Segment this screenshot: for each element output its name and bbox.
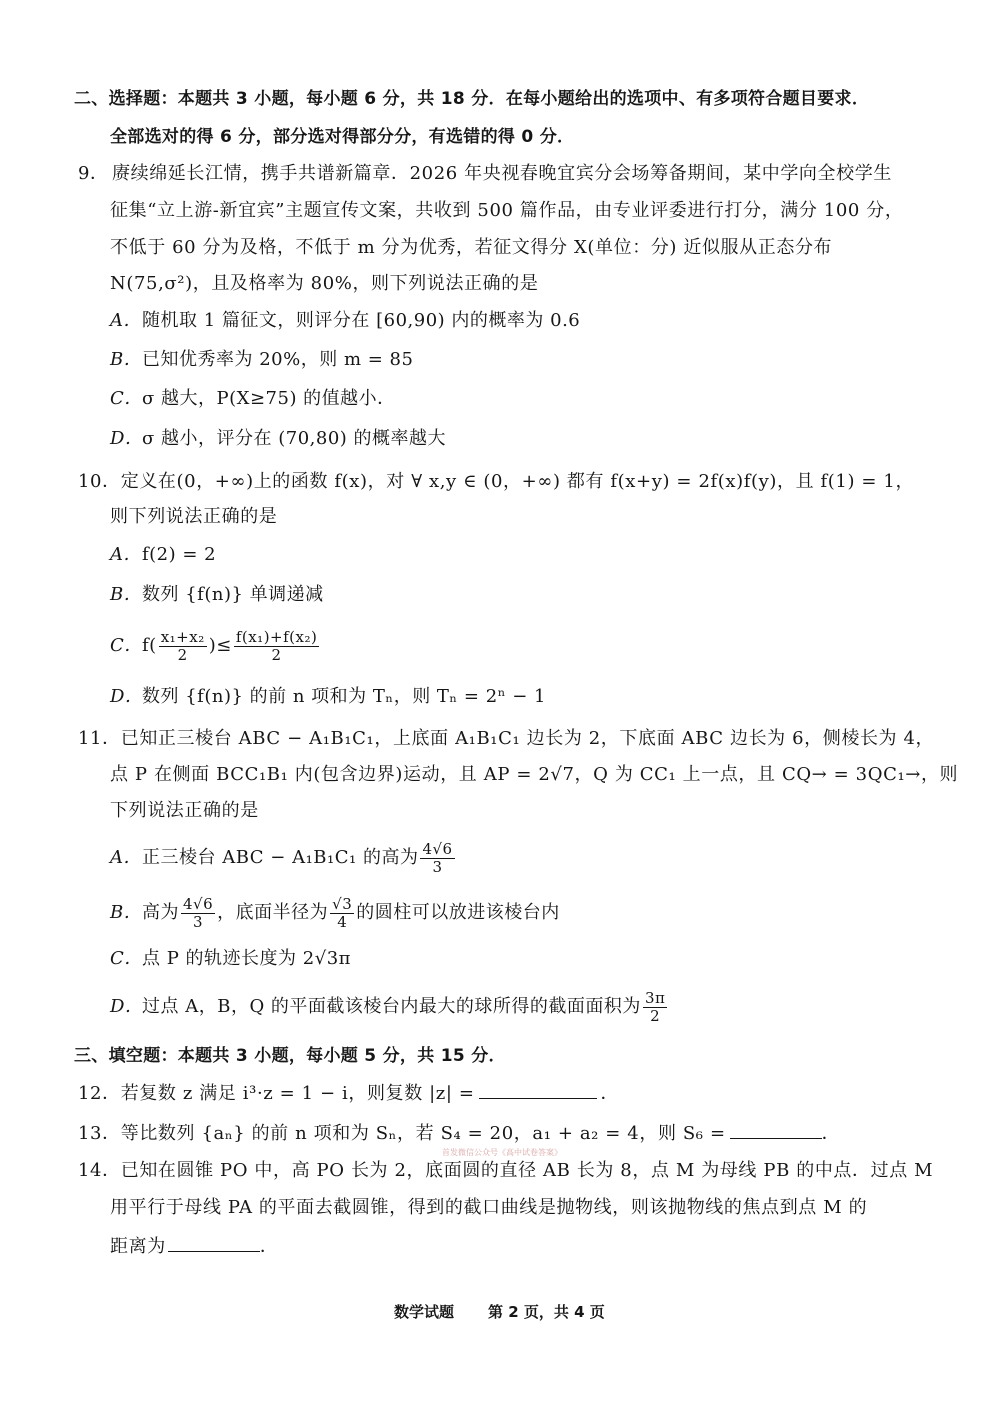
fraction <box>643 990 667 1025</box>
question-text: 征集“立上游-新宜宾”主题宣传文案，共收到 500 篇作品，由专业评委进行打分，满分 100 分， <box>110 200 904 221</box>
question-number: 9． <box>78 163 109 184</box>
question-text: 下列说法正确的是 <box>110 800 259 821</box>
fraction-numerator: x₁+x₂ <box>160 627 205 646</box>
option-label: A． <box>110 847 142 868</box>
option-text: σ 越大，P(X≥75) 的值越小． <box>142 388 396 409</box>
option-c <box>110 946 351 972</box>
option-label: A． <box>110 310 142 331</box>
option-label: D． <box>110 428 144 449</box>
question-number: 10． <box>78 471 121 492</box>
option-label: C． <box>110 388 143 409</box>
question-text: 若复数 z 满足 i³·z = 1 − i，则复数 |z| = <box>120 1083 475 1104</box>
fraction-numerator: 4√6 <box>422 839 453 858</box>
section2-title: 二、选择题：本题共 3 小题，每小题 6 分，共 18 分．在每小题给出的选项中、有多项符合题目要求． <box>74 89 870 109</box>
question-12 <box>78 1080 619 1107</box>
fraction-numerator: 4√6 <box>183 894 214 913</box>
option-d <box>110 426 446 452</box>
answer-blank[interactable] <box>479 1080 597 1099</box>
fraction <box>330 896 354 931</box>
option-c <box>110 622 321 670</box>
fraction-denominator: 3 <box>193 912 204 931</box>
fraction <box>181 896 215 931</box>
punctuation: ． <box>821 1123 841 1144</box>
question-text: 用平行于母线 PA 的平面去截圆锥，得到的截口曲线是抛物线，则该抛物线的焦点到点 M 的 <box>110 1197 868 1218</box>
question-number: 12． <box>78 1083 121 1104</box>
option-text: 高为 <box>142 902 179 923</box>
option-a <box>110 308 580 334</box>
option-text: 点 P 的轨迹长度为 2√3π <box>142 948 351 969</box>
question-text: 已知在圆锥 PO 中，高 PO 长为 2，底面圆的直径 AB 长为 8，点 M 为母线 PB 的中点．过点 M <box>120 1160 934 1181</box>
option-label: D． <box>110 996 144 1017</box>
fraction-denominator: 2 <box>177 645 188 664</box>
fraction <box>159 629 207 664</box>
answer-blank[interactable] <box>168 1233 260 1252</box>
fraction-numerator: 3π <box>644 988 666 1007</box>
option-d <box>110 983 669 1031</box>
fraction-numerator: f(x₁)+f(x₂) <box>235 627 318 646</box>
option-text: 已知优秀率为 20%，则 m = 85 <box>142 349 414 370</box>
footer <box>394 1301 605 1322</box>
footer-subject: 数学试题 <box>394 1303 455 1321</box>
option-text: 数列 {f(n)} 的前 n 项和为 Tₙ，则 Tₙ = 2ⁿ − 1 <box>142 686 546 707</box>
option-text: 的圆柱可以放进该棱台内 <box>356 902 560 923</box>
watermark: 首发微信公众号《高中试卷答案》 <box>442 1148 562 1157</box>
option-c <box>110 386 396 412</box>
question-text: 则下列说法正确的是 <box>110 506 278 527</box>
question-number: 14． <box>78 1160 121 1181</box>
fraction-denominator: 4 <box>337 912 348 931</box>
question-text: 已知正三棱台 ABC − A₁B₁C₁，上底面 A₁B₁C₁ 边长为 2，下底面 ABC 边长为 6，侧棱长为 4， <box>120 728 935 749</box>
option-label: B． <box>110 902 143 923</box>
fraction-denominator: 2 <box>650 1006 661 1025</box>
fraction-numerator: √3 <box>332 894 353 913</box>
fraction-denominator: 3 <box>432 857 443 876</box>
footer-page: 第 2 页，共 4 页 <box>488 1303 605 1321</box>
option-a <box>110 834 457 882</box>
question-number: 11． <box>78 728 121 749</box>
option-label: A． <box>110 544 142 565</box>
math-text: )≤ <box>208 635 232 656</box>
option-d <box>110 684 546 710</box>
punctuation: ． <box>259 1236 279 1257</box>
answer-blank[interactable] <box>730 1120 822 1139</box>
question-text: 等比数列 {aₙ} 的前 n 项和为 Sₙ，若 S₄ = 20，a₁ + a₂ = 4，则 S₆ = <box>120 1123 726 1144</box>
question-text: 点 P 在侧面 BCC₁B₁ 内(包含边界)运动，且 AP = 2√7，Q 为 CC₁ 上一点，且 CQ→ = 3QC₁→，则 <box>110 764 959 785</box>
option-label: B． <box>110 349 143 370</box>
option-label: B． <box>110 584 143 605</box>
option-text: 随机取 1 篇征文，则评分在 [60,90) 内的概率为 0.6 <box>142 310 581 331</box>
option-label: D． <box>110 686 144 707</box>
option-a <box>110 542 216 568</box>
option-label: C． <box>110 635 143 656</box>
option-b <box>110 582 324 608</box>
option-text: σ 越小，评分在 (70,80) 的概率越大 <box>142 428 447 449</box>
fraction <box>420 841 454 876</box>
option-text: 数列 {f(n)} 单调递减 <box>142 584 324 605</box>
question-text: N(75,σ²)，且及格率为 80%，则下列说法正确的是 <box>110 273 539 294</box>
fraction <box>234 629 320 664</box>
option-text: 过点 A，B，Q 的平面截该棱台内最大的球所得的截面面积为 <box>142 996 641 1017</box>
option-b <box>110 889 560 937</box>
option-text: ，底面半径为 <box>217 902 329 923</box>
option-text: 正三棱台 ABC − A₁B₁C₁ 的高为 <box>142 847 419 868</box>
math-text: f( <box>142 635 157 656</box>
section2-subtitle: 全部选对的得 6 分，部分选对得部分分，有选错的得 0 分． <box>110 127 575 147</box>
option-b <box>110 347 413 373</box>
question-text: 不低于 60 分为及格，不低于 m 分为优秀，若征文得分 X(单位：分) 近似服从正态分布 <box>110 237 833 258</box>
section3-title: 三、填空题：本题共 3 小题，每小题 5 分，共 15 分． <box>74 1046 506 1066</box>
punctuation: ． <box>600 1083 620 1104</box>
question-text: 距离为 <box>110 1236 166 1257</box>
question-13 <box>78 1120 840 1147</box>
fraction-denominator: 2 <box>271 645 282 664</box>
question-text: 赓续绵延长江情，携手共谱新篇章．2026 年央视春晚宜宾分会场筹备期间，某中学向全校学生 <box>112 163 892 184</box>
option-label: C． <box>110 948 143 969</box>
option-text: f(2) = 2 <box>142 544 217 565</box>
question-number: 13． <box>78 1123 121 1144</box>
question-text: 定义在(0，+∞)上的函数 f(x)，对 ∀ x,y ∈ (0，+∞) 都有 f(x+y) = 2f(x)f(y)，且 f(1) = 1， <box>120 471 915 492</box>
